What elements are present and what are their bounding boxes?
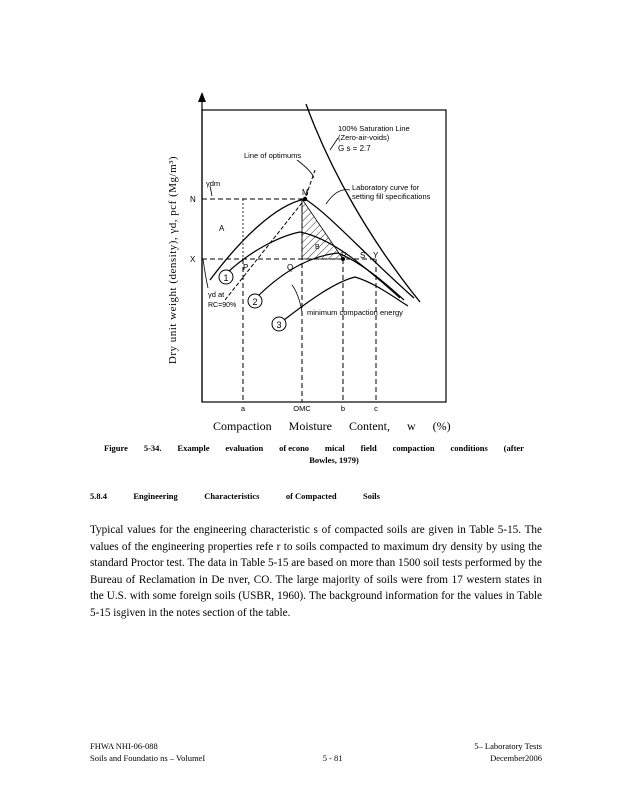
gamma-dm-label: γdm: [206, 179, 221, 188]
region-b-label: B: [315, 244, 320, 251]
section-word: Soils: [362, 491, 380, 501]
point-m-label: M: [302, 188, 309, 197]
curve-3-label: 3: [276, 320, 282, 330]
x-axis-label: Compaction Moisture Content, w (%): [213, 419, 451, 433]
point-y-label: Y: [373, 251, 379, 260]
curve-1-label: 1: [223, 273, 229, 283]
caption-word: field: [360, 443, 377, 453]
section-word: of Compacted: [285, 491, 337, 501]
point-s-label: S: [360, 251, 366, 260]
figure-caption: [104, 443, 524, 465]
page-footer: [90, 741, 542, 763]
section-word: Characteristics: [204, 491, 260, 501]
footer-page-number: 5 - 81: [322, 753, 343, 763]
section-heading: [90, 491, 380, 501]
curve-2: [256, 253, 404, 300]
caption-fig-number: 5-34.: [143, 443, 162, 453]
caption-word: mical: [324, 443, 345, 453]
lab-curve-label-1: Laboratory curve for: [352, 183, 420, 192]
point-r-label: R: [341, 251, 347, 260]
lab-curve-label-2: setting fill specifications: [352, 192, 431, 201]
point-x-label: X: [190, 255, 196, 264]
leader-optimums: [297, 160, 314, 178]
region-a-label: A: [219, 224, 225, 233]
x-tick-b: b: [340, 404, 346, 413]
point-q-label: Q: [287, 263, 294, 272]
y-axis-label: Dry unit weight (density), γd, pcf (Mg/m³): [167, 155, 179, 365]
section-word: Engineering: [133, 491, 178, 501]
caption-word: of econo: [279, 443, 310, 453]
y-axis-arrow: [198, 92, 206, 102]
point-n-label: N: [190, 195, 196, 204]
footer-right-2: December2006: [490, 753, 542, 763]
caption-word: (after: [503, 443, 524, 453]
curve-2-label: 2: [252, 297, 258, 307]
footer-left-1: FHWA NHI-06-088: [90, 741, 158, 751]
line-of-optimums-label: Line of optimums: [244, 151, 302, 160]
point-m-marker: [303, 197, 307, 201]
saturation-label-3: G s = 2.7: [338, 144, 371, 153]
saturation-label-2: (Zero-air-voids): [338, 133, 390, 142]
section-number: 5.8.4: [90, 491, 107, 501]
footer-right-1: 5– Laboratory Tests: [474, 741, 542, 751]
min-energy-label: minimum compaction energy: [307, 308, 403, 317]
point-p-label: P: [243, 263, 249, 272]
hatched-region: [302, 199, 343, 259]
caption-word: Example: [177, 443, 210, 453]
saturation-label-1: 100% Saturation Line: [338, 124, 410, 133]
caption-word: evaluation: [225, 443, 264, 453]
caption-fig-word: Figure: [104, 443, 128, 453]
leader-gamma-at: [203, 259, 208, 288]
leader-saturation: [330, 138, 338, 150]
x-tick-a: a: [240, 404, 246, 413]
caption-word: conditions: [450, 443, 488, 453]
gamma-at-label-2: RC=90%: [208, 302, 237, 309]
footer-left-2: Soils and Foundatio ns – VolumeI: [90, 753, 206, 763]
x-tick-omc: OMC: [293, 404, 311, 413]
caption-line-2: Bowles, 1979): [309, 455, 359, 465]
gamma-at-label-1: γd at: [208, 290, 225, 299]
x-tick-c: c: [374, 404, 378, 413]
caption-word: compaction: [392, 443, 435, 453]
body-paragraph: Typical values for the engineering characteristic s of compacted soils are given in Table 5-15. The values of the engineering properties refe r to soils compacted to maximum dry density by using the standard Proctor test. The data in Table 5-15 are based on more than 1500 soil tests performed by the Bureau of Reclamation in De nver, CO. The large majority of soils were from 17 western states in the U.S. with some foreign soils (USBR, 1960). The background information for the values in Table 5-15 isgiven in the notes section of the table.: [90, 524, 542, 619]
